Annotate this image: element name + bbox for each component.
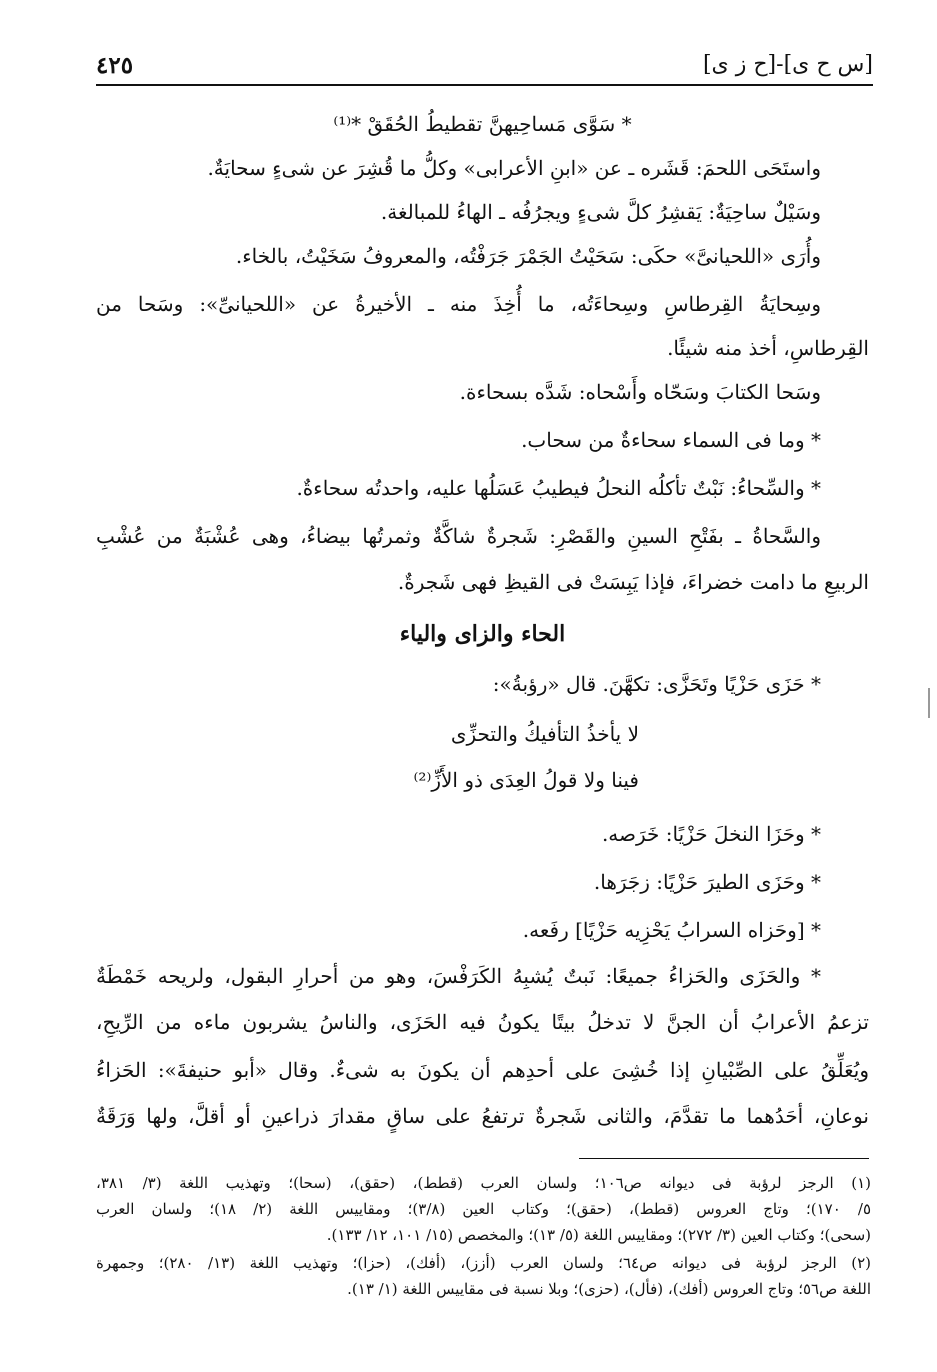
text-line: وأُرَى «اللحيانىَّ» حكَى: سَحَيْتُ الجَمْرَ جَرَفْتُه، والمعروفُ سَخَيْتُ، بالخاء. — [235, 244, 821, 268]
text-line: * وحَزَا النخلَ حَزْيًا: خَرَصه. — [601, 822, 821, 846]
footnote-line: (سحى)؛ وكتاب العين (٣/ ٢٧٢)؛ ومقاييس اللغة (٥/ ١٣)؛ والمخصص (١٥/ ١٠١، ١٢/ ١٣٣). — [326, 1226, 871, 1244]
text-line: واستَحَى اللحمَ: قَشَره ـ عن «ابنِ الأعرابى» وكلُّ ما قُشِرَ عن شىءٍ سحايَةٌ. — [207, 156, 821, 180]
text-line: القِرطاسِ، أخذ منه شيئًا. — [667, 336, 869, 360]
page-header — [96, 46, 873, 86]
text-line: وسَيْلٌ ساحِيَةٌ: يَقشِرُ كلَّ شىءٍ ويجرُفُه ـ الهاءُ للمبالغة. — [380, 200, 821, 224]
verse-line: * سَوَّى مَساحِيهنَّ تقطيطُ الحُقَقْ *⁽¹⁾ — [333, 112, 632, 136]
text-line: * حَزَى حَزْيًا وتَحَزَّى: تكهَّنَ. قال «رؤبةُ»: — [492, 672, 821, 696]
verse-line: لا يأخذُ التأفيكُ والتحزِّى — [450, 722, 639, 746]
text-line: * وحَزَى الطيرَ حَزْيًا: زجَرَها. — [593, 870, 821, 894]
text-line: نوعانِ، أحَدُهما ما تقدَّمَ، والثانى شَجرةٌ ترتفعُ على ساقٍ مقدارَ ذراعينِ أو أقلَّ، ولها وَرَقَةٌ — [96, 1104, 869, 1128]
running-head: [س ح ى]-[ح ز ى] — [702, 52, 873, 77]
footnote-line: (١) الرجز لرؤبة فى ديوانه ص١٠٦؛ ولسان العرب (قطط)، (حقق)، (سحا)؛ وتهذيب اللغة (٣/ ٣٨١، — [96, 1174, 871, 1192]
text-line: ويُعَلِّقُ على الصِّبْيانِ إذا خُشِىَ على أحدِهم أن يكونَ به شىءٌ. وقال «أبو حنيفةَ»: الحَزاءُ — [96, 1058, 869, 1082]
page-number: ٤٢٥ — [96, 52, 134, 79]
text-line: * والسِّحاءُ: نَبْتٌ تأكلُه النحلُ فيطيبُ عَسَلُها عليه، واحدتُه سحاءةٌ. — [296, 476, 821, 500]
footnote-line: (٢) الرجز لرؤبة فى ديوانه ص٦٤؛ ولسان العرب (أزز)، (أفك)، (حزا)؛ وتهذيب اللغة (١٣/ ٢٨٠)؛ وجمهرة — [96, 1254, 871, 1272]
text-line: تزعمُ الأعرابُ أن الجنَّ لا تدخلُ بيتًا يكونُ فيه الحَزَى، والناسُ يشربون ماءه من الرِّيحِ، — [96, 1010, 869, 1034]
text-line: وسَحا الكتابَ وسَحّاه وأَسْحاه: شَدَّه بسحاءة. — [459, 380, 821, 404]
text-line: * وما فى السماء سحاءةٌ من سحاب. — [521, 428, 821, 452]
footnote-line: ٥/ ١٧٠)؛ وتاج العروس (قطط)، (حقق)؛ وكتاب العين (٣/٨)؛ ومقاييس اللغة (٢/ ١٨)؛ ولسان العرب — [96, 1200, 871, 1218]
footnote-divider — [579, 1158, 869, 1159]
text-line: * والحَزَى والحَزاءُ جميعًا: نَبتٌ يُشبِهُ الكَرَفْسَ، وهو من أحرارِ البقول، ولريحه خَمْطَةٌ — [96, 964, 821, 988]
section-title: الحاء والزاى والياء — [399, 621, 566, 647]
text-line: * [وحَزاه السرابُ يَحْزِيه حَزْيًا] رفَعه. — [522, 918, 821, 942]
margin-mark — [928, 688, 930, 718]
text-line: الربيعِ ما دامت خضراءَ، فإذا يَبِسَتْ فى القيظِ فهى شَجرةٌ. — [397, 570, 869, 594]
verse-line: فينا ولا قولُ العِدَى ذو الأَزِّ⁽²⁾ — [413, 768, 639, 792]
text-line: وسِحايَةُ القِرطاسِ وسِحاءَتُه، ما أُخِذَ منه ـ الأخيرةُ عن «اللحيانىِّ»: وسَحا من — [96, 292, 821, 316]
footnote-line: اللغة ص٥٦؛ وتاج العروس (أفك)، (فأل)، (حزى)؛ وبلا نسبة فى مقاييس اللغة (١/ ١٣). — [347, 1280, 871, 1298]
text-line: والسَّحاةُ ـ بفَتْحِ السينِ والقَصْرِ: شَجرةٌ شاكَّةٌ وثمرتُها بيضاءُ، وهى عُشْبَةٌ من عُشْبِ — [96, 524, 821, 548]
